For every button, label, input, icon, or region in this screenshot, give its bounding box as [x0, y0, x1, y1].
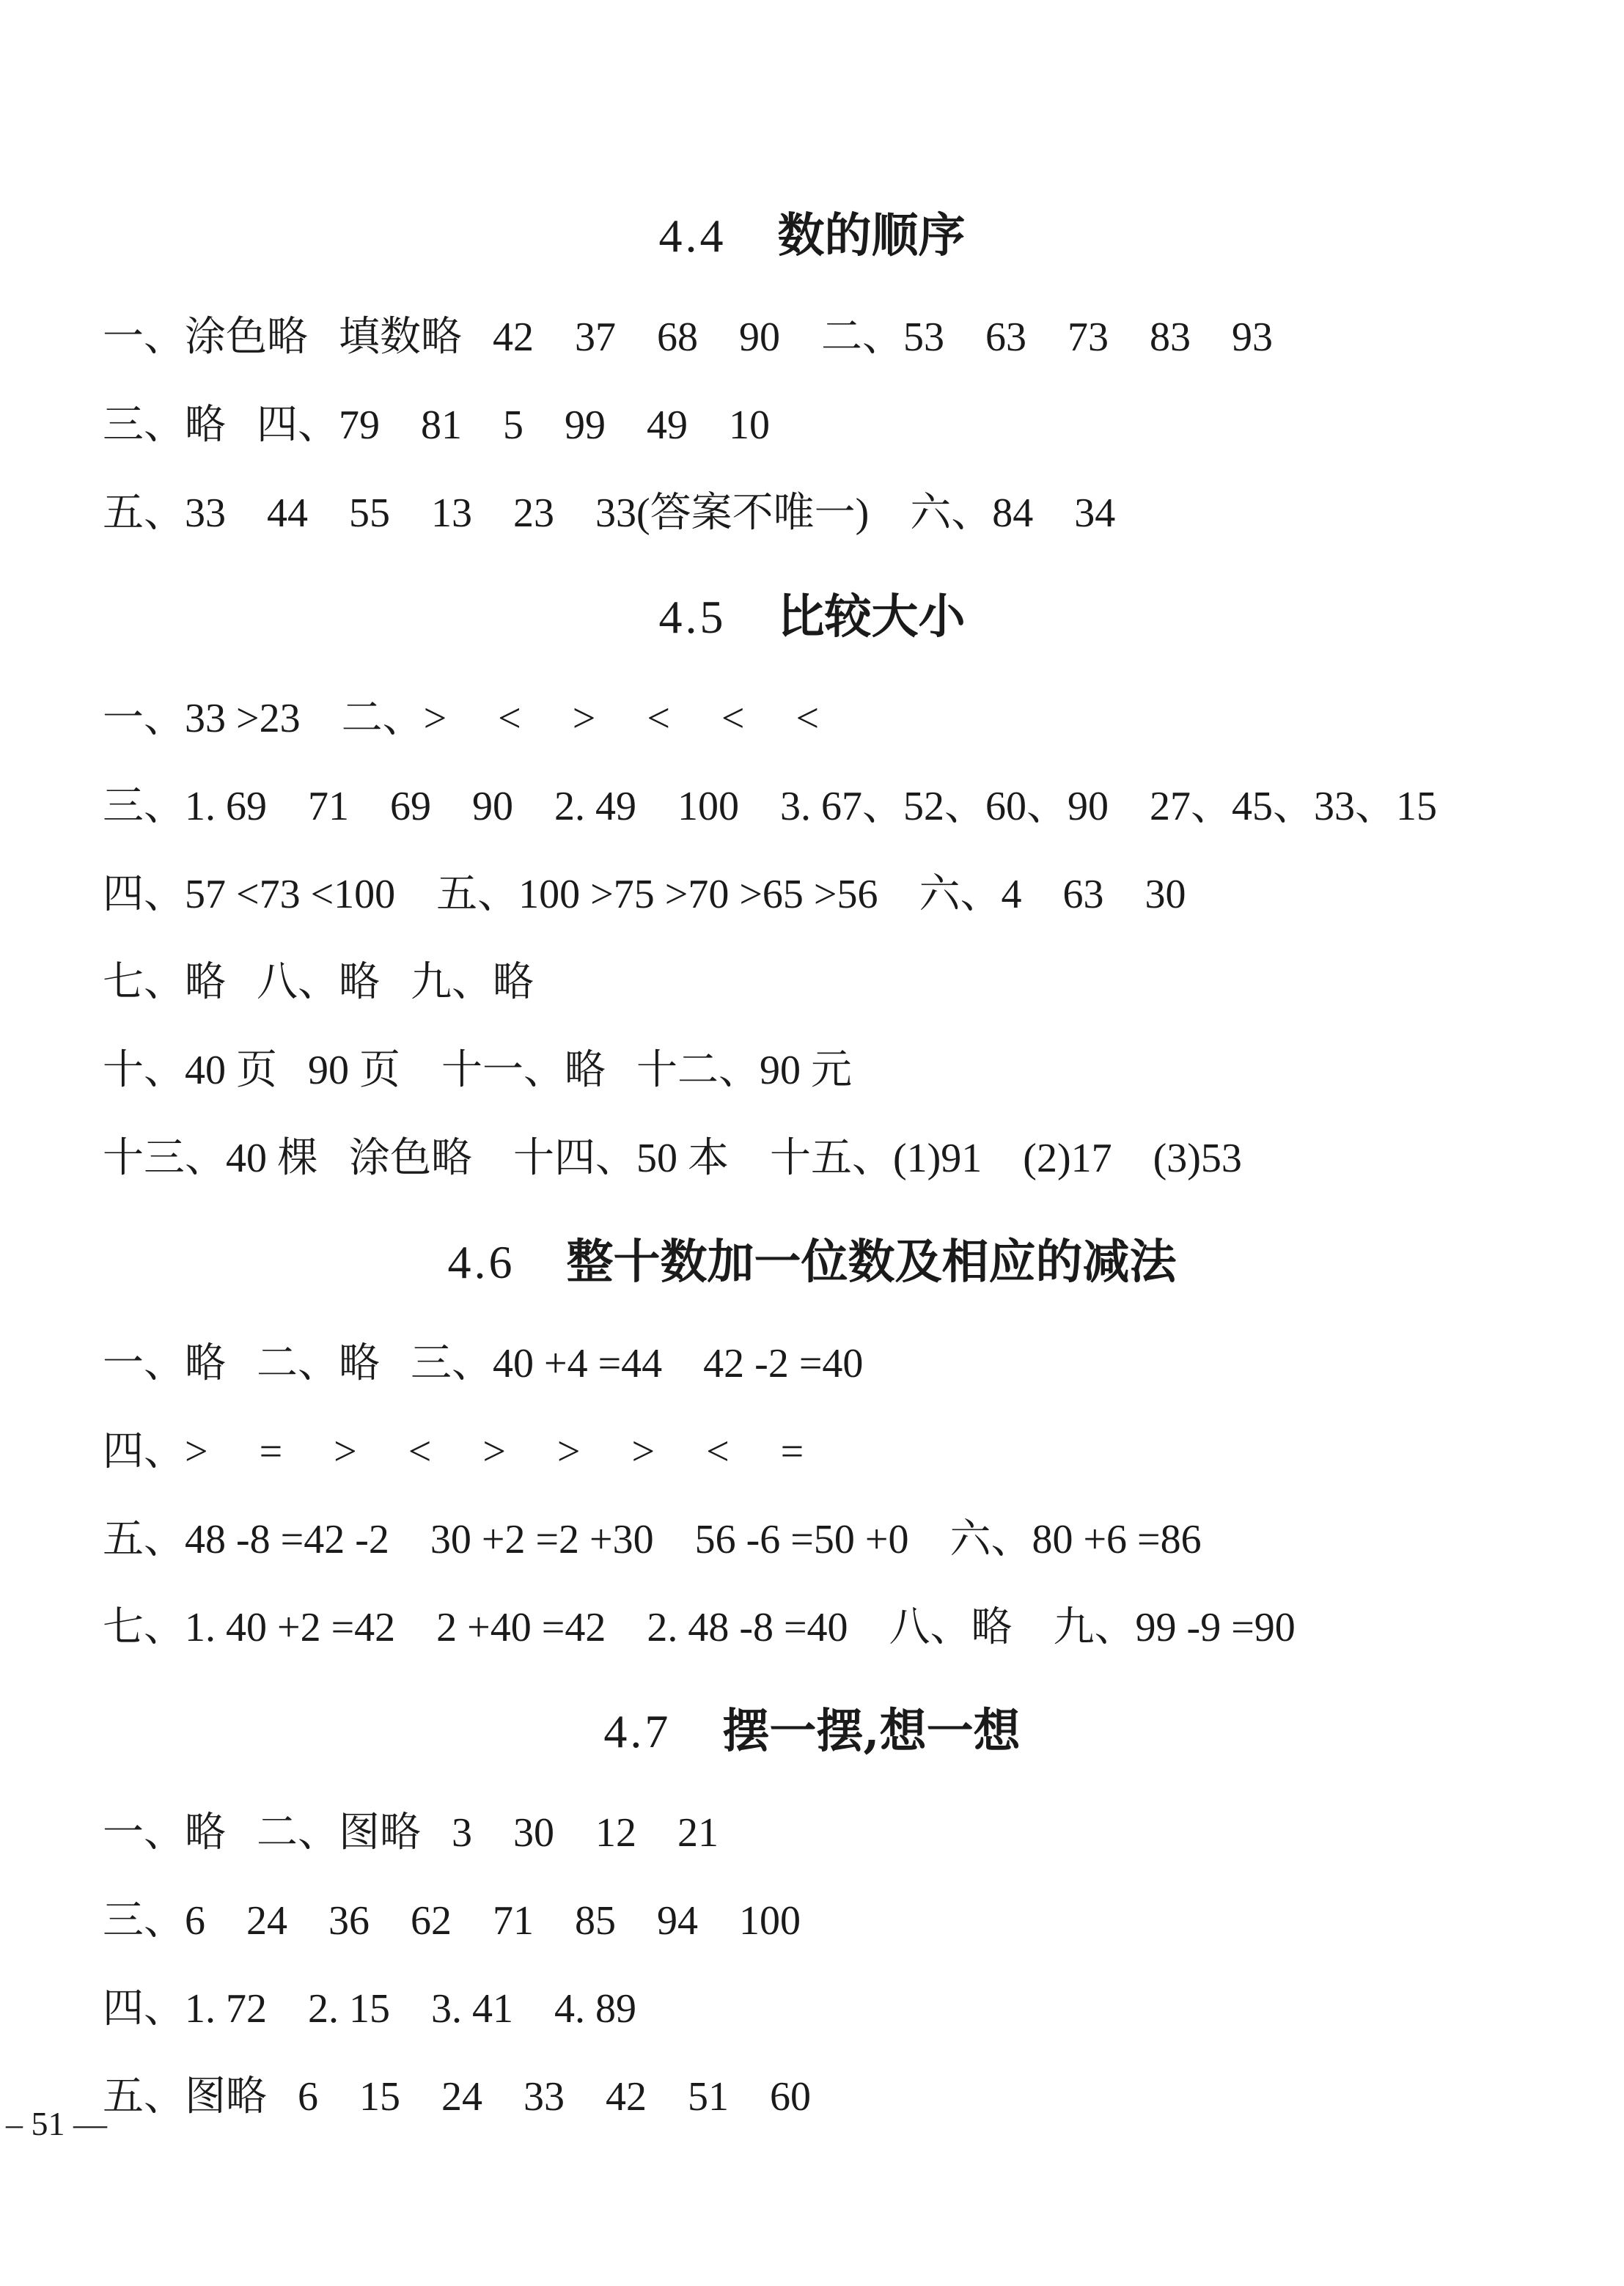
section-heading-4-6	[0, 1224, 1624, 1292]
section-number: 4.5	[658, 591, 727, 643]
answer-line: 三、1. 69 71 69 90 2. 49 100 3. 67、52、60、90 27、45、33、15	[103, 784, 1437, 829]
section-heading-4-4	[0, 198, 1624, 265]
section-title: 比较大小	[777, 589, 966, 644]
section-number: 4.6	[447, 1236, 515, 1288]
answer-line: 一、33 >23 二、> < > < < <	[103, 696, 820, 741]
answer-line: 十三、40 棵 涂色略 十四、50 本 十五、(1)91 (2)17 (3)53	[103, 1136, 1242, 1181]
section-title: 整十数加一位数及相应的减法	[566, 1235, 1177, 1290]
answer-line: 四、> = > < > > > < =	[103, 1429, 804, 1474]
answer-line: 七、略 八、略 九、略	[103, 960, 534, 1005]
answer-line: 一、略 二、略 三、40 +4 =44 42 -2 =40	[103, 1341, 864, 1386]
page-number: – 51 —	[6, 2105, 107, 2142]
section-title: 摆一摆,想一想	[722, 1704, 1021, 1759]
section-number: 4.4	[658, 210, 727, 262]
answer-line: 五、33 44 55 13 23 33(答案不唯一) 六、84 34	[103, 490, 1116, 536]
answer-line: 五、48 -8 =42 -2 30 +2 =2 +30 56 -6 =50 +0 六、80 +6 =86	[103, 1517, 1202, 1562]
section-title: 数的顺序	[777, 208, 966, 263]
answer-line: 四、57 <73 <100 五、100 >75 >70 >65 >56 六、4 63 30	[103, 872, 1186, 917]
answer-line: 一、涂色略 填数略 42 37 68 90 二、53 63 73 83 93	[103, 315, 1273, 360]
section-heading-4-5	[0, 579, 1624, 647]
answer-line: 四、1. 72 2. 15 3. 41 4. 89	[103, 1986, 636, 2032]
answer-line: 七、1. 40 +2 =42 2 +40 =42 2. 48 -8 =40 八、略 九、99 -9 =90	[103, 1605, 1296, 1650]
answer-line: 十、40 页 90 页 十一、略 十二、90 元	[103, 1048, 852, 1093]
page-number-value: 51	[31, 2105, 65, 2142]
answer-line: 三、6 24 36 62 71 85 94 100	[103, 1898, 801, 1944]
section-heading-4-7	[0, 1694, 1624, 1761]
answer-line: 五、图略 6 15 24 33 42 51 60	[103, 2074, 811, 2120]
answer-line: 三、略 四、79 81 5 99 49 10	[103, 403, 770, 448]
section-number: 4.7	[603, 1705, 672, 1757]
answer-line: 一、略 二、图略 3 30 12 21	[103, 1810, 719, 1856]
